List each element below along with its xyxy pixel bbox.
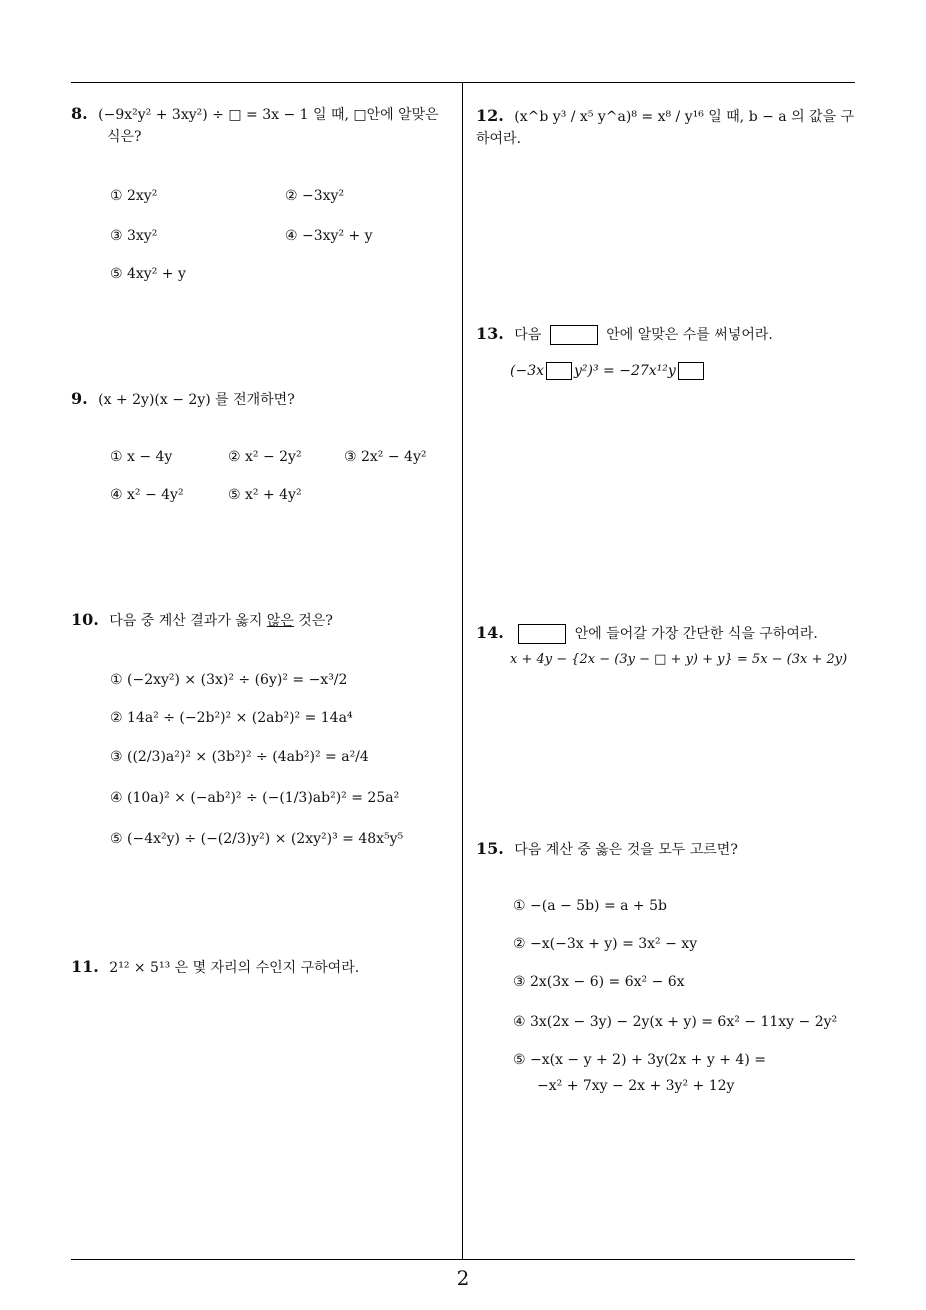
question-stem-cont: 식은? — [107, 129, 142, 145]
q9-choice-2[interactable]: ② x² − 2y² — [228, 449, 302, 465]
answer-box[interactable] — [518, 624, 566, 644]
question-number: 11. — [71, 957, 99, 976]
q8-choice-5[interactable]: ⑤ 4xy² + y — [110, 266, 186, 282]
question-8 — [71, 103, 456, 148]
top-rule — [71, 82, 855, 83]
q15-choice-5[interactable]: ⑤ −x(x − y + 2) + 3y(2x + y + 4) = — [513, 1052, 766, 1068]
answer-box[interactable] — [550, 325, 598, 345]
q9-choice-4[interactable]: ④ x² − 4y² — [110, 487, 184, 503]
q10-choice-1[interactable]: ① (−2xy²) × (3x)² ÷ (6y)² = −x³/2 — [110, 672, 348, 688]
question-stem: (x^b y³ / x⁵ y^a)⁸ = x⁸ / y¹⁶ 일 때, b − a 의 값을 구하여라. — [476, 109, 855, 147]
question-number: 14. — [476, 623, 504, 642]
question-stem: 2¹² × 5¹³ 은 몇 자리의 수인지 구하여라. — [109, 960, 360, 976]
question-stem-a: 다음 중 계산 결과가 옳지 — [109, 613, 267, 629]
question-stem-b: 것은? — [293, 613, 333, 629]
q9-choice-1[interactable]: ① x − 4y — [110, 449, 173, 465]
q15-choice-2[interactable]: ② −x(−3x + y) = 3x² − xy — [513, 936, 698, 952]
question-stem-underlined: 않은 — [266, 613, 294, 629]
question-number: 9. — [71, 389, 88, 408]
q8-choice-1[interactable]: ① 2xy² — [110, 188, 158, 204]
q13-expr-mid: y²)³ = −27x¹²y — [574, 363, 676, 379]
question-stem: (x + 2y)(x − 2y) 를 전개하면? — [98, 392, 295, 408]
q15-choice-1[interactable]: ① −(a − 5b) = a + 5b — [513, 898, 667, 914]
question-stem-b: 안에 알맞은 수를 써넣어라. — [606, 327, 773, 343]
q9-choice-3[interactable]: ③ 2x² − 4y² — [344, 449, 427, 465]
q15-choice-5-cont: −x² + 7xy − 2x + 3y² + 12y — [537, 1078, 735, 1094]
q9-choice-5[interactable]: ⑤ x² + 4y² — [228, 487, 302, 503]
q10-choice-3[interactable]: ③ ((2/3)a²)² × (3b²)² ÷ (4ab²)² = a²/4 — [110, 749, 369, 765]
question-stem-a: 다음 — [514, 327, 542, 343]
question-10 — [71, 609, 456, 632]
q8-choice-3[interactable]: ③ 3xy² — [110, 228, 158, 244]
q10-choice-4[interactable]: ④ (10a)² × (−ab²)² ÷ (−(1/3)ab²)² = 25a² — [110, 790, 400, 806]
q8-choice-2[interactable]: ② −3xy² — [285, 188, 345, 204]
question-number: 12. — [476, 106, 504, 125]
q10-choice-5[interactable]: ⑤ (−4x²y) ÷ (−(2/3)y²) × (2xy²)³ = 48x⁵y⁵ — [110, 831, 404, 847]
question-15 — [476, 838, 856, 861]
q15-choice-4[interactable]: ④ 3x(2x − 3y) − 2y(x + y) = 6x² − 11xy − 2y² — [513, 1014, 838, 1030]
q15-choice-3[interactable]: ③ 2x(3x − 6) = 6x² − 6x — [513, 974, 685, 990]
answer-box[interactable] — [546, 362, 572, 380]
page-number: 2 — [456, 1266, 470, 1290]
q14-expression: x + 4y − {2x − (3y − □ + y) + y} = 5x − (3x + 2y) — [510, 652, 848, 667]
column-divider — [462, 83, 463, 1259]
question-stem: (−9x²y² + 3xy²) ÷ □ = 3x − 1 일 때, □안에 알맞은 — [98, 107, 439, 123]
question-number: 10. — [71, 610, 99, 629]
q13-expr-left: (−3x — [510, 363, 544, 379]
question-9 — [71, 388, 456, 411]
question-number: 8. — [71, 104, 88, 123]
question-13 — [476, 323, 856, 346]
q8-choice-4[interactable]: ④ −3xy² + y — [285, 228, 373, 244]
question-stem: 안에 들어갈 가장 간단한 식을 구하여라. — [574, 626, 818, 642]
question-14 — [476, 622, 856, 645]
question-number: 15. — [476, 839, 504, 858]
bottom-rule — [71, 1259, 855, 1260]
question-stem: 다음 계산 중 옳은 것을 모두 고르면? — [514, 842, 738, 858]
answer-box[interactable] — [678, 362, 704, 380]
q13-expression — [510, 362, 706, 380]
question-12 — [476, 105, 856, 150]
q10-choice-2[interactable]: ② 14a² ÷ (−2b²)² × (2ab²)² = 14a⁴ — [110, 710, 353, 726]
question-number: 13. — [476, 324, 504, 343]
question-11 — [71, 956, 456, 979]
